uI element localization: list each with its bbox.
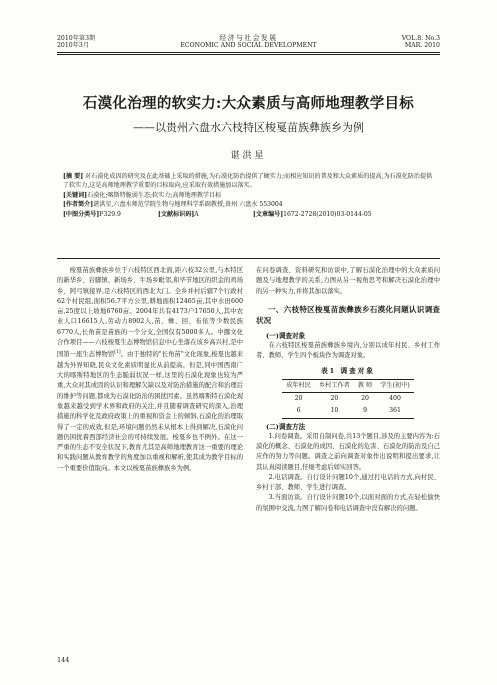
table-cell: 400	[389, 395, 401, 403]
abstract-rule	[57, 258, 440, 259]
table-cell: 20	[330, 395, 339, 403]
table-cell: 20	[361, 395, 369, 403]
table-cell: 20	[294, 395, 303, 403]
article-subtitle: ——以贵州六盘水六枝特区梭戛苗族彝族乡为例	[133, 121, 364, 134]
body-paragraph: 在问卷调查、资料研究和访谈中,了解石漠化治理中的大众素质问题及与地理教学的关系,力图从另一视角思考和解决石漠化治理中的另一种实力,并将其加以落实。	[256, 267, 440, 295]
body-paragraph: 3.当面访谈。自行设计问题10个,以面对面的方式,在轻松愉快的氛围中交流,力图了解问卷和电话调查中没有解决的问题。	[256, 494, 440, 512]
table-caption: 表1 调查对象	[321, 367, 375, 376]
author-intro-text: 谌洪星,六盘水师范学院生物与地理科学系副教授,贵州 六盘水 553004	[93, 201, 283, 209]
subsection-heading: (二)调查方法	[266, 422, 306, 431]
table-row	[282, 393, 414, 406]
issue-label: 2010年第3期 2010年3月	[57, 35, 96, 50]
header-rule	[57, 52, 440, 53]
table-header: 乡村工作者	[315, 379, 354, 392]
abstract-block	[63, 172, 435, 219]
subsection-heading: (一)调查对象	[266, 331, 306, 340]
table-header: 学生(初中)	[376, 379, 414, 392]
volume-label: VOL.8. No.3 MAR. 2010	[401, 35, 440, 50]
body-paragraph: 在六枝特区梭戛苗族彝族乡境内,分别以成年村民、乡村工作者、教师、学生四个板块作为调查对象。	[256, 341, 440, 360]
author-intro-label: [作者简介]	[63, 201, 94, 209]
keywords-text: 石漠化;喀斯特脆弱生态;软实力;高师地理教学目标	[87, 191, 222, 199]
classification-line: [中图分类号]F329.9 [文献标识码]A [文章编号]1672-2728(2010)03-0144-05	[63, 210, 372, 218]
table-row	[282, 405, 414, 418]
table-cell: 9	[354, 405, 376, 418]
body-paragraph: 1.问卷调查。采用自制问卷,共13个题目,涉及的主要内容为:石漠化的概念、石漠化的成因、石漠化的危害、石漠化的防治及自己应作的努力等问题。调查之前向调查对象作出说明和提出要求,让其认真阅读题目,仔细考虑后如实回答。	[256, 432, 440, 471]
right-column	[256, 266, 440, 514]
table-header: 成年村民	[282, 379, 315, 392]
keywords-label: [关键词]	[63, 191, 88, 199]
citation-ref: [1]	[114, 350, 121, 356]
left-column	[57, 266, 243, 474]
table-header: 教 师	[354, 379, 376, 392]
table-cell: 361	[376, 405, 414, 418]
journal-name: 经济与社会发展 ECONOMIC AND SOCIAL DEVELOPMENT	[180, 34, 317, 50]
body-paragraph: 2.电话调查。自行设计问题10个,通过打电话的方式,向村民、乡村干部、教师、学生进行调查。	[256, 473, 440, 492]
author-name: 谌洪星	[230, 151, 267, 161]
page-number: 144	[57, 656, 70, 664]
table-cell: 10	[315, 405, 354, 418]
abstract-label: [摘 要]	[63, 173, 84, 180]
article-title: 石漠化治理的软实力:大众素质与高师地理教学目标	[82, 95, 415, 112]
body-paragraph: 梭戛苗族彝族乡位于六枝特区西北面,距六枝32公里,与本特区的新华乡、岩脚镇、新场乡、牛场乡毗邻,和毕节地区的织金的鸡场乡、阿弓镇接界,是六枝特区的西北大门。全乡并村后辖7个行政村62个村民组,面积56.7平方公里,耕地面积12465亩,其中水田600亩,25度以上坡地6760亩。2004年共有4173户17650人,其中农业人口16615人,劳动力8902人,苗、彝、回、布依等少数民族6770人,长角苗是苗族的一个分支,全国仅有5000多人。中挪文化合作项目——六枝梭戛生态博物馆信息中心坐落在该乡高兴村,是中国第一座生态博物馆[1]。由于独特的"长角苗"文化现象,梭戛也越来越为外界知晓,民众文化素质明显比从前提高。但是,同中国西南广大的喀斯特地区的生态脆弱状况一样,这里的石漠化现象也较为严重,大众对其成因的认识和理解欠缺以及对防治措施的配合和治理后的维护等问题,都成为石漠化防治的困扰因素。虽然喀斯特石漠化现象越来越受到学术界和政府的关注,并且随着调查研究的深入,治理措施的科学化及政府政策上的重视和资金上的倾斜,石漠化的治理取得了一定的成效,但是,环境问题仍然未从根本上得到解决,石漠化问题仍困扰着西部经济社会的可持续发展。梭戛乡也不例外。在这一严重的生态不安全状况下,教育尤其是高师地理教育这一重要的理论和实践问题从教育教学的角度加以重视和解析,使其成为教学目标的一个重要价值取向。本文以梭戛苗族彝族乡为例,	[57, 267, 244, 472]
section-heading: 一、六枝特区梭戛苗族彝族乡石漠化问题认识调查状况	[256, 304, 440, 325]
abstract-text: 对石漠化成因的研究及在此基础上采取的措施,为石漠化防治提供了硬实力;而相应知识的普及和大众素质的提高,为石漠化防治提供了软实力,这是高师地理教学重要的目标取向,应采取有效措施加以落实。	[63, 173, 433, 190]
table-cell: 6	[282, 405, 315, 418]
survey-table	[282, 379, 414, 419]
header-rule-thin	[57, 54, 440, 55]
